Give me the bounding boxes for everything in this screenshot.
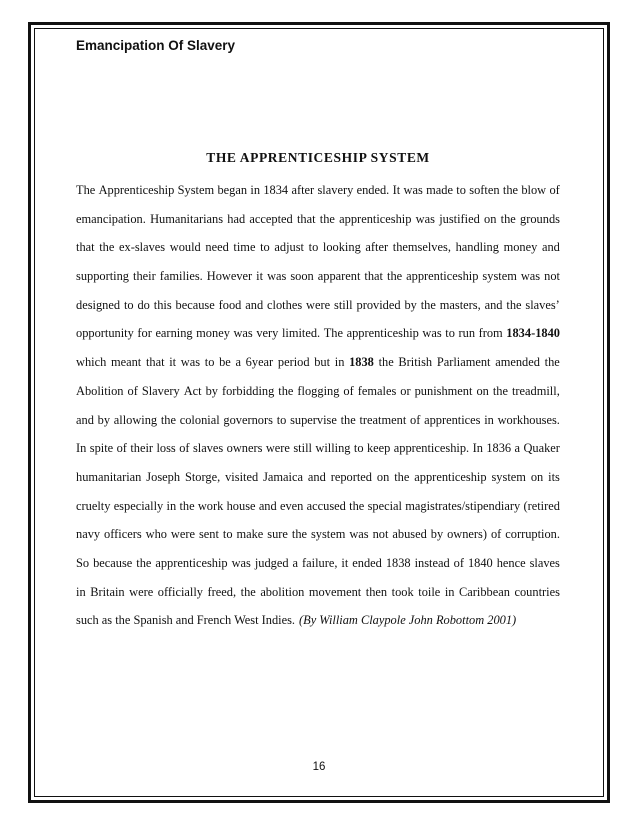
word: cruelty [76, 498, 111, 513]
bold-date: 1838 [349, 355, 374, 370]
word: humanitarian [76, 469, 142, 484]
word: 1838 [385, 555, 411, 570]
word: the [136, 555, 152, 570]
word: amended [495, 355, 540, 370]
word: after [291, 183, 315, 197]
word: would [169, 240, 201, 255]
word: do [137, 297, 150, 312]
word: apparent [317, 269, 361, 284]
word: Parliament [436, 355, 491, 370]
word: need [205, 240, 229, 255]
word: workhouses. [497, 412, 560, 427]
word: special [367, 498, 402, 513]
word: clothes [267, 297, 303, 312]
word: themselves, [392, 240, 451, 255]
paragraph-line [76, 291, 560, 320]
word: still [334, 297, 353, 312]
word: the [544, 355, 560, 370]
paragraph-line [76, 233, 560, 262]
bold-date: 1834-1840 [506, 326, 560, 341]
citation: (By William Claypole John Robottom 2001) [299, 613, 517, 628]
word: on [476, 383, 489, 398]
word: then [365, 584, 388, 599]
word: to [445, 326, 455, 341]
word: to [222, 527, 233, 542]
word: very [256, 326, 279, 341]
word: took [391, 584, 414, 599]
word: it [169, 355, 177, 370]
word: had [227, 211, 246, 226]
word: a [514, 441, 521, 456]
word: even [279, 498, 304, 513]
word: However [206, 269, 253, 284]
word: magistrates/stipendiary [405, 498, 521, 513]
word: Apprenticeship [98, 183, 175, 197]
paragraph-line [76, 377, 560, 406]
word: the [506, 297, 522, 312]
word: of [127, 383, 138, 398]
word: and [307, 469, 326, 484]
word: their [130, 441, 154, 456]
word: house [226, 498, 256, 513]
word: In [472, 441, 483, 456]
word: The [76, 183, 96, 197]
last-line-text: such as the Spanish and French West Indies. [76, 613, 296, 628]
word: sure [267, 527, 288, 542]
word: it [341, 555, 349, 570]
word: to [456, 183, 466, 197]
word: ended. [356, 183, 390, 197]
word: accepted [249, 211, 293, 226]
word: to [204, 355, 215, 370]
word: system [310, 527, 346, 542]
word: owners [226, 441, 263, 456]
word: was [403, 183, 423, 197]
word: to [123, 297, 134, 312]
word: but [314, 355, 331, 370]
word: slaves’ [525, 297, 560, 312]
word: the [502, 183, 519, 197]
word: in [250, 183, 261, 197]
word: their [133, 269, 156, 284]
word: masters, [439, 297, 481, 312]
word: 6year [245, 355, 274, 370]
word: corruption. [505, 527, 560, 542]
word: and [541, 240, 560, 255]
word: on [530, 469, 544, 484]
document-header: Emancipation Of Slavery [76, 38, 236, 53]
word: apprenticeship [414, 469, 487, 484]
word: of [490, 527, 502, 542]
word: officers [104, 527, 142, 542]
word: keep [366, 441, 391, 456]
word: was [267, 269, 287, 284]
word: meant [110, 355, 142, 370]
word: the [240, 584, 256, 599]
word: loss [156, 441, 176, 456]
word: and [76, 412, 94, 427]
word: this [153, 297, 172, 312]
word: soon [290, 269, 314, 284]
paragraph-line [76, 205, 560, 234]
paragraph-line [76, 434, 560, 463]
word: the [492, 383, 508, 398]
word: Caribbean [459, 584, 510, 599]
word: freed, [207, 584, 237, 599]
word: failure, [302, 555, 338, 570]
word: treatment [359, 412, 407, 427]
word: was [422, 326, 442, 341]
word: the [160, 412, 176, 427]
paragraph-line [76, 549, 560, 578]
word: of [453, 555, 464, 570]
word: of [549, 183, 560, 197]
word: reported [330, 469, 372, 484]
word: treadmill, [511, 383, 560, 398]
word: slavery [317, 183, 354, 197]
word: countries [514, 584, 560, 599]
word: grounds [520, 211, 560, 226]
word: of [410, 412, 421, 427]
word: willing [315, 441, 351, 456]
word: were [129, 584, 154, 599]
word: still [293, 441, 312, 456]
word: the [500, 211, 516, 226]
word: not [544, 269, 560, 284]
word: slaves [192, 441, 224, 456]
word: because [175, 297, 215, 312]
word: it [256, 269, 264, 284]
word: which [76, 355, 107, 370]
word: the [378, 355, 394, 370]
word: in [166, 498, 177, 513]
word: allowing [113, 412, 158, 427]
word: colonial [179, 412, 220, 427]
word: of [343, 383, 354, 398]
word: run [458, 326, 476, 341]
word: the [319, 211, 335, 226]
word: punishment [414, 383, 473, 398]
word: apprenticeship [339, 211, 412, 226]
word: slaves [529, 555, 560, 570]
word: the [340, 412, 356, 427]
word: visited [225, 469, 259, 484]
word: the [394, 469, 410, 484]
word: by [97, 412, 111, 427]
word: Jamaica [263, 469, 303, 484]
word: a [292, 555, 299, 570]
word: money [196, 326, 230, 341]
word: that [76, 240, 95, 255]
word: for [137, 326, 152, 341]
word: females [357, 383, 397, 398]
word: to [260, 240, 270, 255]
word: limited. [281, 326, 321, 341]
word: who [145, 527, 167, 542]
word: was [349, 527, 369, 542]
word: justified [439, 211, 480, 226]
word: in [484, 412, 494, 427]
word: system [482, 269, 517, 284]
word: Joseph [146, 469, 181, 484]
word: on [376, 469, 390, 484]
word: spite [89, 441, 114, 456]
word: In [76, 441, 87, 456]
word: families. [159, 269, 203, 284]
word: that [296, 211, 316, 226]
word: that [145, 355, 165, 370]
word: was [415, 211, 435, 226]
word: were [306, 297, 331, 312]
word: and [245, 297, 264, 312]
word: were [265, 441, 290, 456]
word: in [444, 584, 455, 599]
word: the [420, 297, 436, 312]
word: be [219, 355, 231, 370]
word: work [197, 498, 224, 513]
paragraph-line [76, 520, 560, 549]
word: the [179, 498, 195, 513]
word: made [426, 183, 453, 197]
word: was [231, 555, 251, 570]
word: looking [322, 240, 361, 255]
word: that [364, 269, 384, 284]
word: was [180, 355, 201, 370]
word: 1840 [467, 555, 493, 570]
word: a [235, 355, 241, 370]
word: accused [306, 498, 346, 513]
word: Humanitarians [150, 211, 224, 226]
word: toile [418, 584, 441, 599]
word: System [177, 183, 215, 197]
word: 1836 [486, 441, 512, 456]
word: to [276, 412, 287, 427]
word: soften [469, 183, 500, 197]
word: Britain [90, 584, 125, 599]
word: from [478, 326, 503, 341]
word: judged [254, 555, 289, 570]
word: Quaker [523, 441, 560, 456]
word: forbidding [221, 383, 275, 398]
word: by [205, 383, 218, 398]
word: were [170, 527, 195, 542]
word: after [365, 240, 389, 255]
word: navy [76, 527, 101, 542]
word: instead [414, 555, 450, 570]
word: owners) [447, 527, 488, 542]
word: apprenticeship [406, 269, 479, 284]
word: So [76, 555, 90, 570]
word: earning [155, 326, 193, 341]
word: in [76, 584, 86, 599]
word: supervise [290, 412, 337, 427]
word: the [278, 383, 294, 398]
word: ex-slaves [119, 240, 166, 255]
word: designed [76, 297, 121, 312]
word: abused [392, 527, 427, 542]
body-paragraph [76, 176, 560, 635]
word: Abolition [76, 383, 124, 398]
word: of [179, 441, 190, 456]
word: (retired [523, 498, 560, 513]
word: especially [113, 498, 164, 513]
page-number: 16 [312, 761, 326, 773]
word: It [392, 183, 401, 197]
word: provided [356, 297, 401, 312]
paragraph-line [76, 348, 560, 377]
word: or [400, 383, 411, 398]
word: on [484, 211, 497, 226]
word: handling [455, 240, 499, 255]
paragraph-line [76, 406, 560, 435]
paragraph-line [76, 262, 560, 291]
paragraph-line [76, 176, 560, 205]
word: The [323, 326, 343, 341]
word: to [308, 240, 319, 255]
word: by [430, 527, 444, 542]
word: 1834 [263, 183, 289, 197]
word: abolition [260, 584, 305, 599]
word: sent [198, 527, 219, 542]
word: time [233, 240, 256, 255]
word: the [99, 240, 115, 255]
word: its [548, 469, 560, 484]
word: apprenticeship [155, 555, 228, 570]
word: of [116, 441, 127, 456]
word: ended [352, 555, 382, 570]
word: food [218, 297, 242, 312]
word: governors [223, 412, 273, 427]
word: the [349, 498, 365, 513]
word: Act [183, 383, 202, 398]
word: was [520, 269, 541, 284]
word: in [334, 355, 345, 370]
word: to [353, 441, 364, 456]
word: movement [308, 584, 362, 599]
word: emancipation. [76, 211, 146, 226]
paragraph-line [76, 319, 560, 348]
word: by [404, 297, 417, 312]
word: British [398, 355, 433, 370]
word: and [258, 498, 277, 513]
word: apprentices [424, 412, 481, 427]
word: flogging [297, 383, 340, 398]
word: Slavery [141, 383, 180, 398]
word: system [491, 469, 526, 484]
word: not [372, 527, 389, 542]
section-title: THE APPRENTICESHIP SYSTEM [206, 150, 430, 165]
word: adjust [274, 240, 304, 255]
word: opportunity [76, 326, 134, 341]
word: blow [521, 183, 547, 197]
paragraph-line [76, 492, 560, 521]
word: apprenticeship. [393, 441, 470, 456]
word: the [387, 269, 403, 284]
word: was [233, 326, 253, 341]
word: make [236, 527, 264, 542]
word: and [484, 297, 503, 312]
word: because [93, 555, 133, 570]
word: the [291, 527, 308, 542]
word: period [277, 355, 310, 370]
word: began [217, 183, 248, 197]
paragraph-line [76, 578, 560, 607]
word: officially [157, 584, 203, 599]
word: hence [496, 555, 526, 570]
word: supporting [76, 269, 130, 284]
paragraph-line [76, 463, 560, 492]
word: apprenticeship [346, 326, 419, 341]
word: money [503, 240, 538, 255]
paragraph-last-line [76, 606, 560, 635]
word: Storge, [184, 469, 221, 484]
